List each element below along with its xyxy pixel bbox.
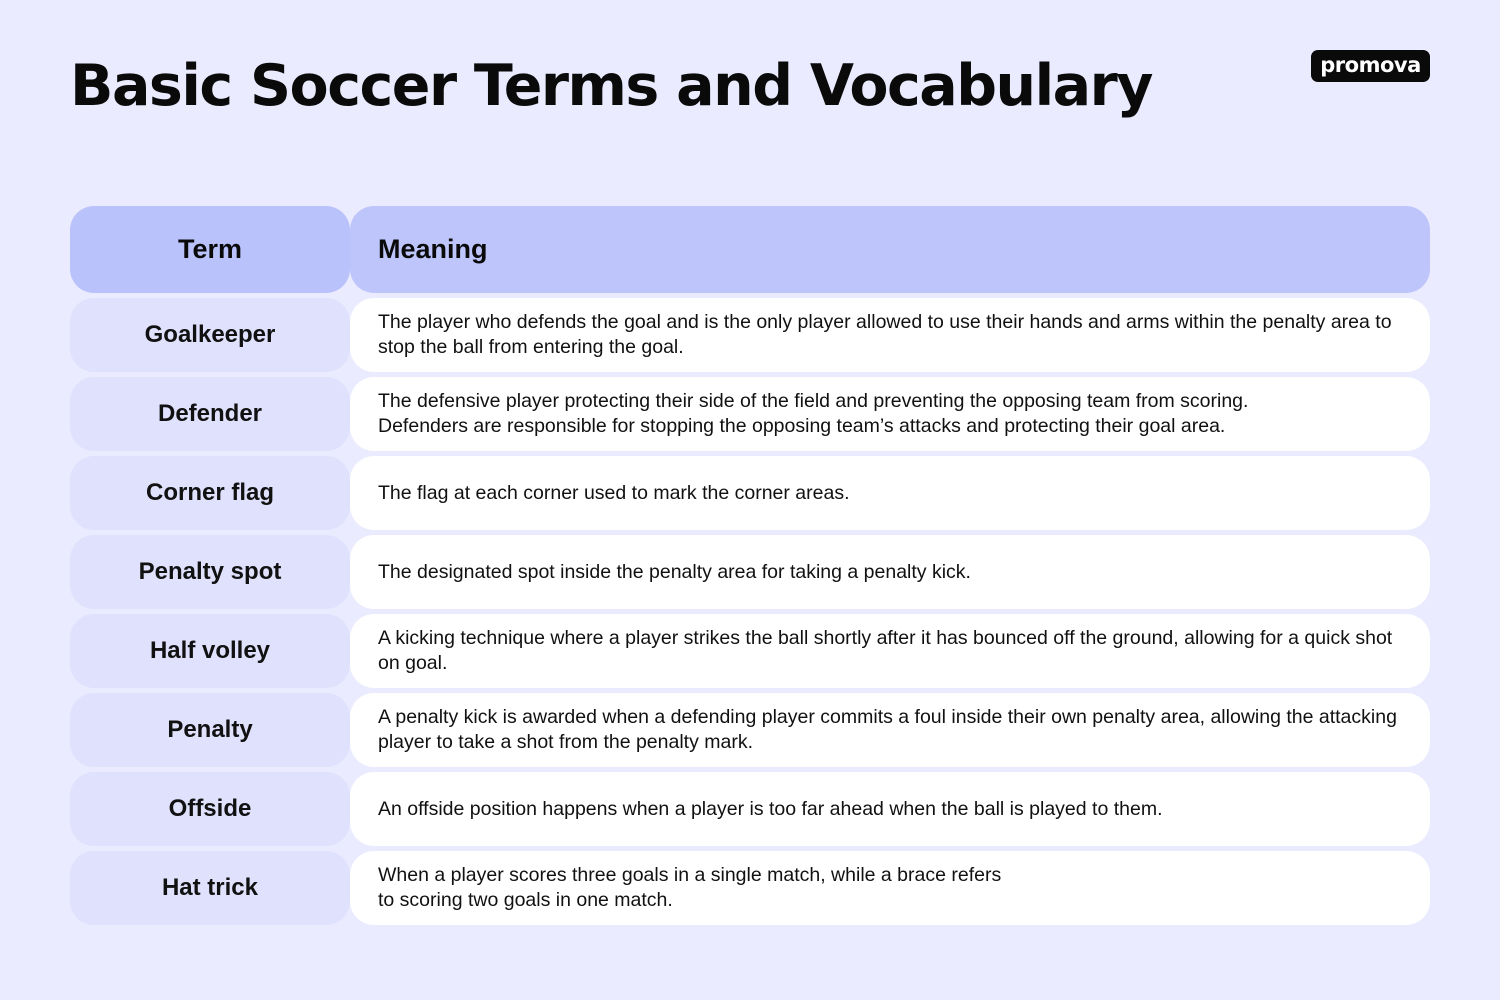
page-title: Basic Soccer Terms and Vocabulary [70, 53, 1152, 119]
term-cell: Half volley [70, 614, 350, 688]
meaning-cell: The player who defends the goal and is the only player allowed to use their hands and arms within the penalty area to stop the ball from entering the goal. [350, 298, 1430, 372]
term-cell: Defender [70, 377, 350, 451]
term-cell: Offside [70, 772, 350, 846]
table-row [70, 456, 1430, 530]
term-cell: Penalty [70, 693, 350, 767]
term-cell: Goalkeeper [70, 298, 350, 372]
meaning-cell: An offside position happens when a player is too far ahead when the ball is played to them. [350, 772, 1430, 846]
table-row [70, 851, 1430, 925]
table-row [70, 377, 1430, 451]
meaning-cell: A kicking technique where a player strikes the ball shortly after it has bounced off the ground, allowing for a quick shot on goal. [350, 614, 1430, 688]
meaning-cell: The designated spot inside the penalty area for taking a penalty kick. [350, 535, 1430, 609]
table-row [70, 535, 1430, 609]
meaning-cell: A penalty kick is awarded when a defending player commits a foul inside their own penalty area, allowing the attacking player to take a shot from the penalty mark. [350, 693, 1430, 767]
meaning-column-header: Meaning [350, 206, 1430, 293]
vocabulary-table [70, 206, 1430, 930]
term-cell: Hat trick [70, 851, 350, 925]
table-row [70, 772, 1430, 846]
term-cell: Penalty spot [70, 535, 350, 609]
meaning-cell: The defensive player protecting their side of the field and preventing the opposing team from scoring. Defenders are responsible for stopping the opposing team’s attacks and protecting their goal area. [350, 377, 1430, 451]
meaning-cell: When a player scores three goals in a single match, while a brace refers to scoring two goals in one match. [350, 851, 1430, 925]
term-column-header: Term [70, 206, 350, 293]
meaning-cell: The flag at each corner used to mark the corner areas. [350, 456, 1430, 530]
term-cell: Corner flag [70, 456, 350, 530]
table-row [70, 693, 1430, 767]
table-row [70, 614, 1430, 688]
table-header-row [70, 206, 1430, 293]
promova-logo: promova [1311, 50, 1430, 82]
table-row [70, 298, 1430, 372]
